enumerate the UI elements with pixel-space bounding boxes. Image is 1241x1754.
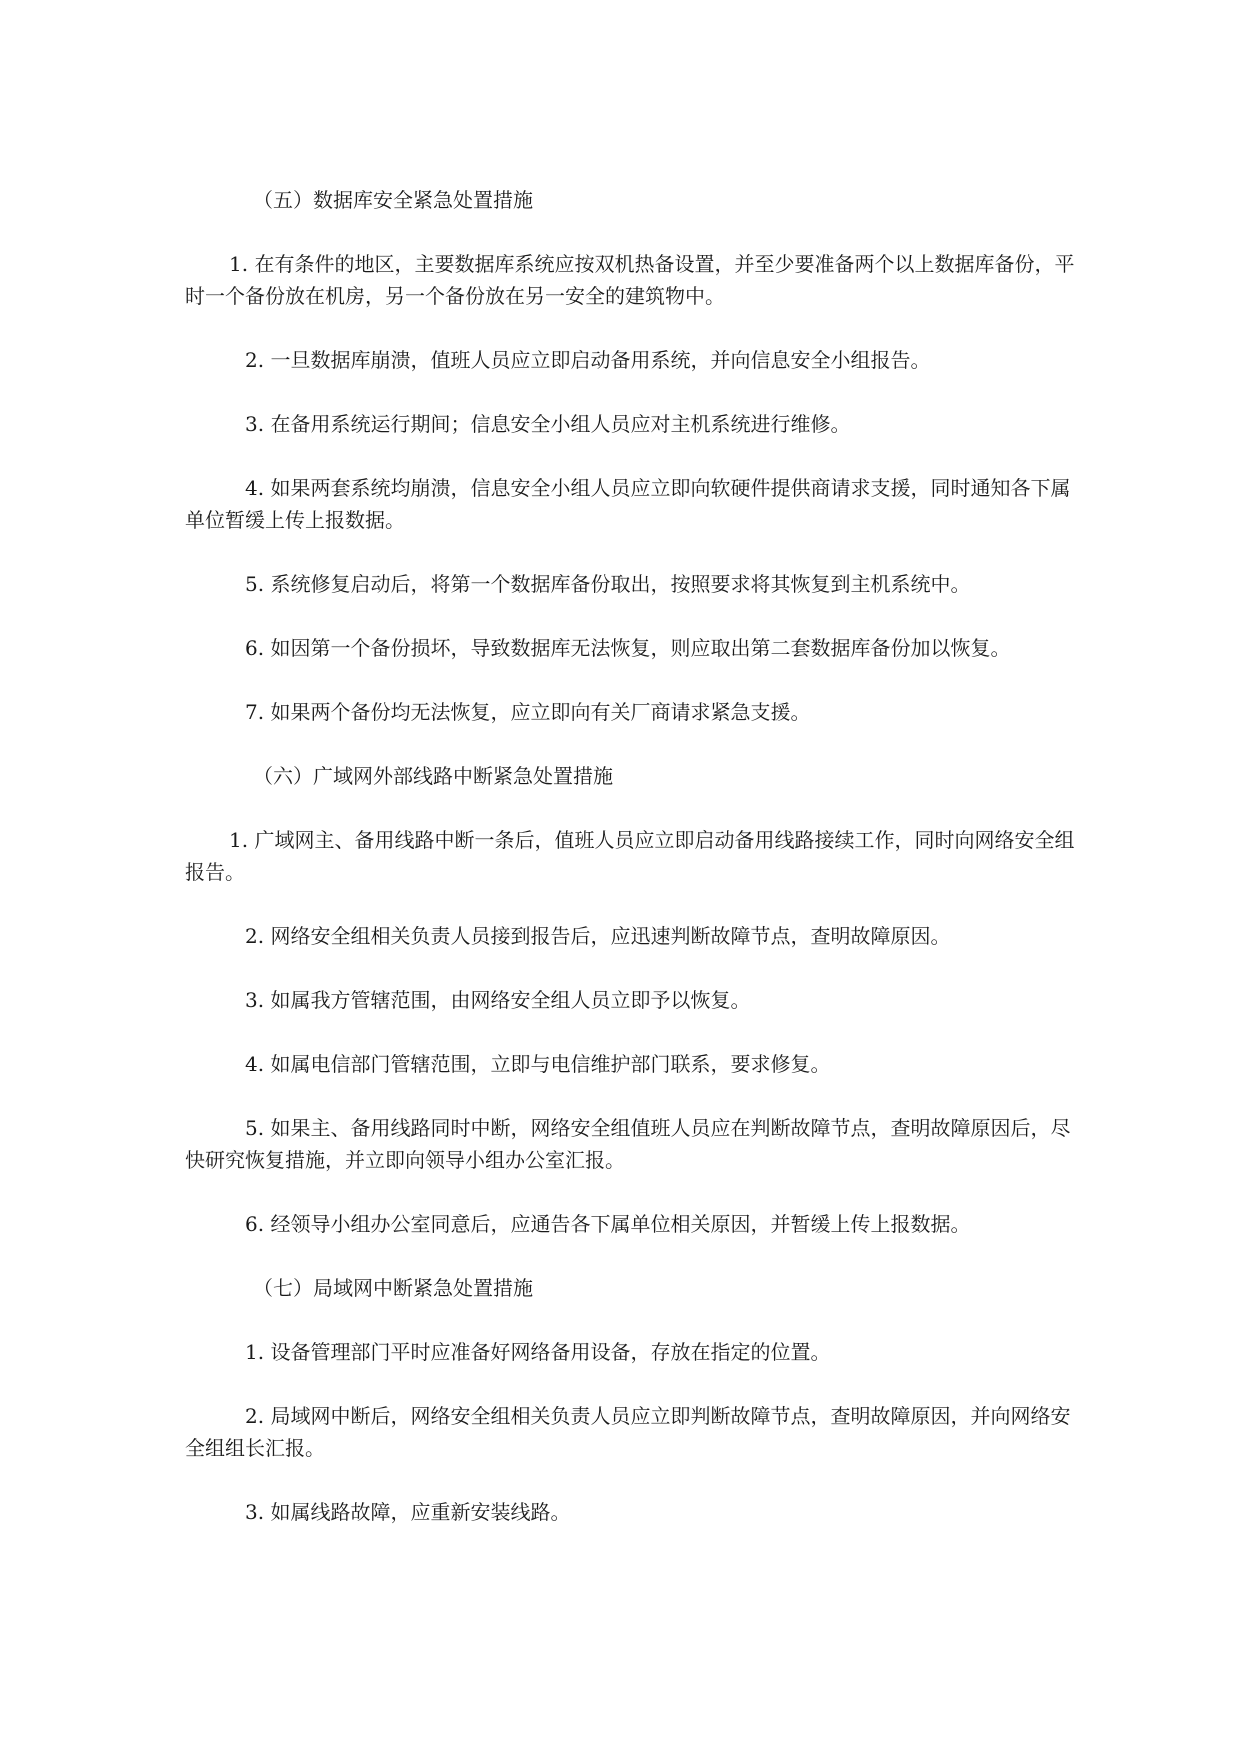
section-heading: （六）广域网外部线路中断紧急处置措施 [253, 764, 613, 788]
list-item: 4. 如属电信部门管辖范围，立即与电信维护部门联系，要求修复。 [245, 1052, 831, 1076]
list-item: 5. 系统修复启动后，将第一个数据库备份取出，按照要求将其恢复到主机系统中。 [245, 572, 971, 596]
list-item: 1. 设备管理部门平时应准备好网络备用设备，存放在指定的位置。 [245, 1340, 831, 1364]
list-item: 1. 在有条件的地区，主要数据库系统应按双机热备设置，并至少要准备两个以上数据库备份，平时一个备份放在机房，另一个备份放在另一安全的建筑物中。 [185, 252, 1075, 308]
list-item: 2. 局域网中断后，网络安全组相关负责人员应立即判断故障节点，查明故障原因，并向网络安全组组长汇报。 [185, 1404, 1071, 1460]
list-item: 3. 如属我方管辖范围，由网络安全组人员立即予以恢复。 [245, 988, 751, 1012]
document-body [185, 184, 1075, 1560]
list-item: 3. 如属线路故障，应重新安装线路。 [245, 1500, 571, 1524]
list-item: 6. 如因第一个备份损坏，导致数据库无法恢复，则应取出第二套数据库备份加以恢复。 [245, 636, 1011, 660]
list-item: 4. 如果两套系统均崩溃，信息安全小组人员应立即向软硬件提供商请求支援，同时通知各下属单位暂缓上传上报数据。 [185, 476, 1071, 532]
list-item: 2. 网络安全组相关负责人员接到报告后，应迅速判断故障节点，查明故障原因。 [245, 924, 951, 948]
section-heading: （五）数据库安全紧急处置措施 [253, 188, 533, 212]
list-item: 1. 广域网主、备用线路中断一条后，值班人员应立即启动备用线路接续工作，同时向网络安全组报告。 [185, 828, 1075, 884]
list-item: 5. 如果主、备用线路同时中断，网络安全组值班人员应在判断故障节点，查明故障原因后，尽快研究恢复措施，并立即向领导小组办公室汇报。 [185, 1116, 1071, 1172]
list-item: 6. 经领导小组办公室同意后，应通告各下属单位相关原因，并暂缓上传上报数据。 [245, 1212, 971, 1236]
section-heading: （七）局域网中断紧急处置措施 [253, 1276, 533, 1300]
list-item: 7. 如果两个备份均无法恢复，应立即向有关厂商请求紧急支援。 [245, 700, 811, 724]
list-item: 2. 一旦数据库崩溃，值班人员应立即启动备用系统，并向信息安全小组报告。 [245, 348, 931, 372]
list-item: 3. 在备用系统运行期间；信息安全小组人员应对主机系统进行维修。 [245, 412, 851, 436]
